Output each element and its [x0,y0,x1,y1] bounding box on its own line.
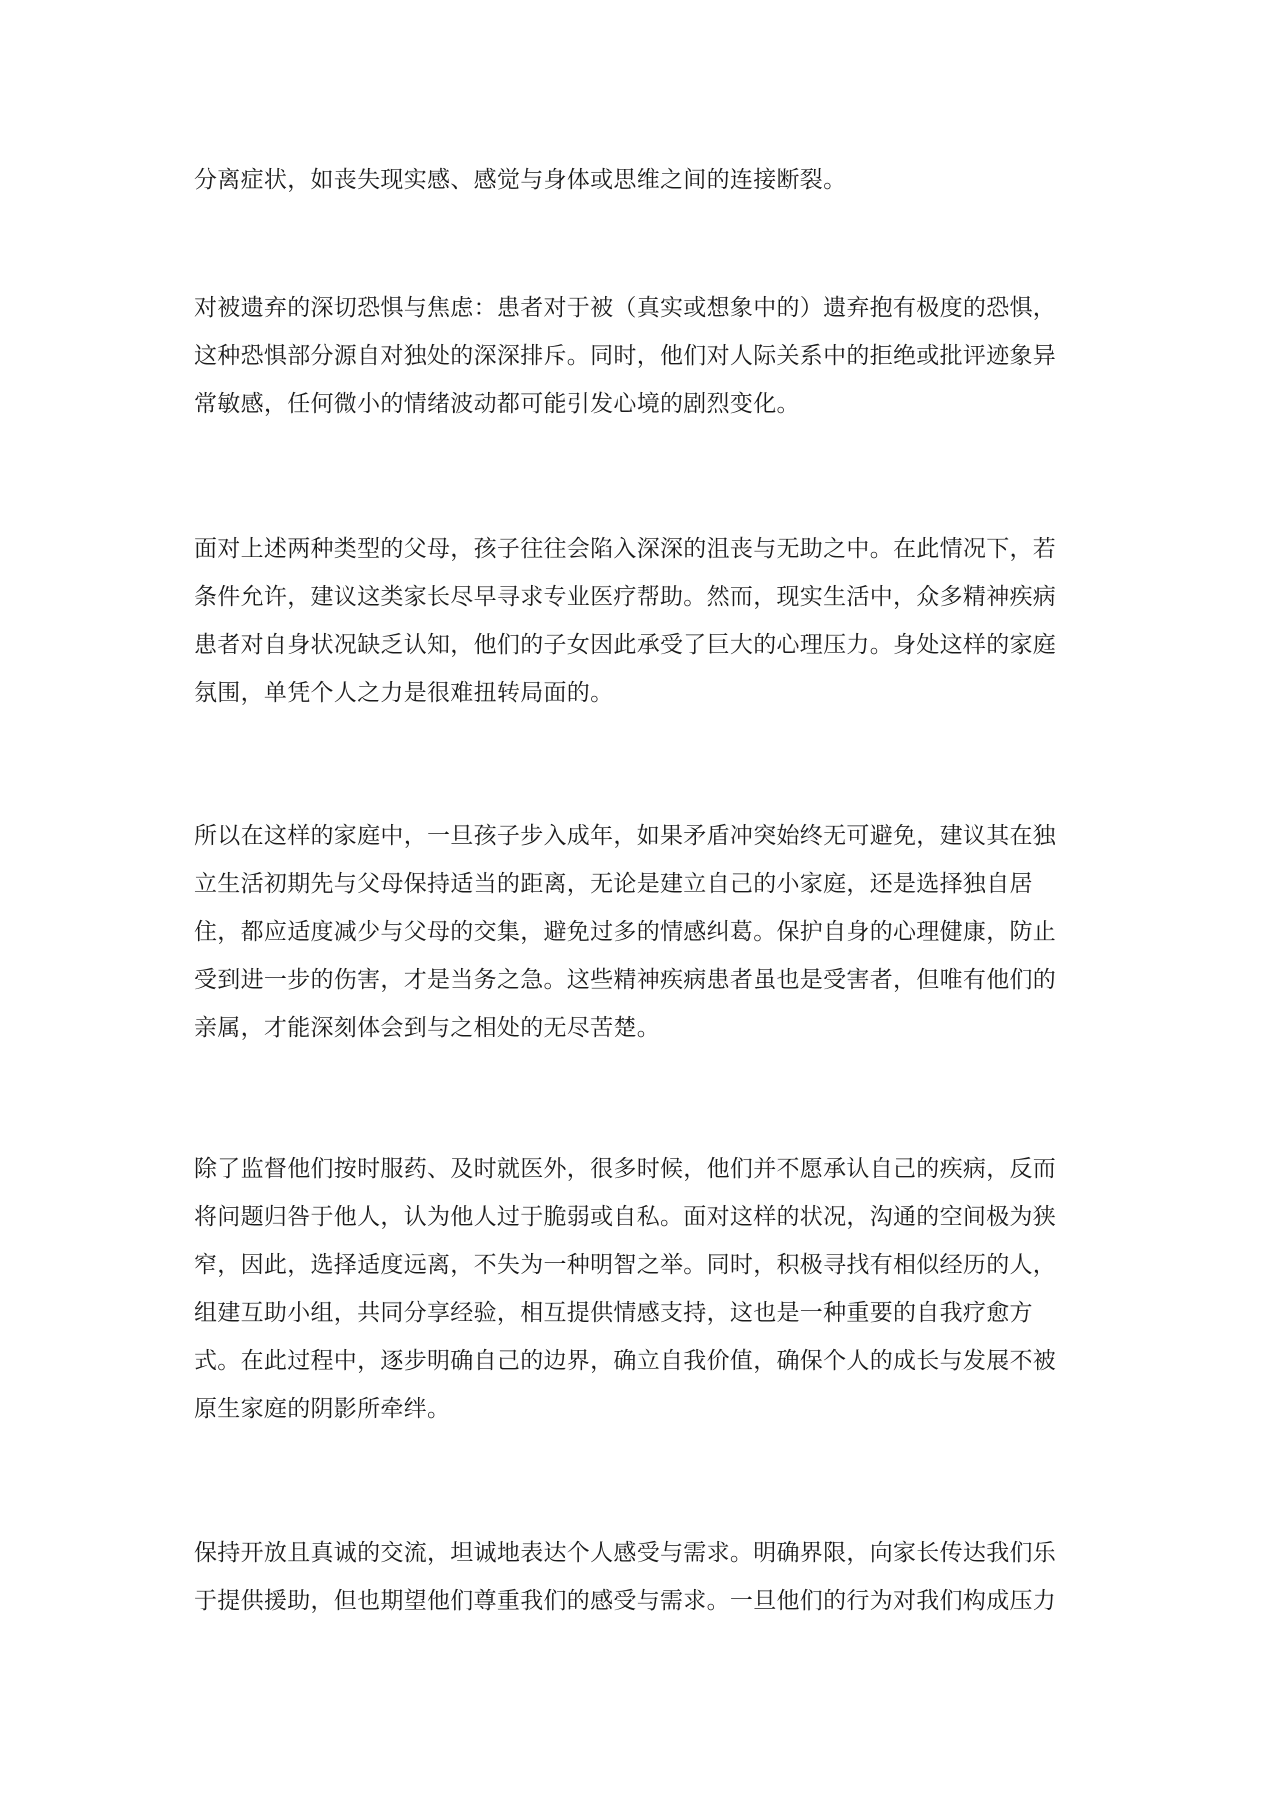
text-line: 患者对自身状况缺乏认知，他们的子女因此承受了巨大的心理压力。身处这样的家庭 [194,632,1057,658]
text-line: 式。在此过程中，逐步明确自己的边界，确立自我价值，确保个人的成长与发展不被 [194,1348,1057,1374]
text-line: 原生家庭的阴影所牵绊。 [194,1396,451,1422]
text-line: 窄，因此，选择适度远离，不失为一种明智之举。同时，积极寻找有相似经历的人， [194,1252,1057,1278]
text-line: 条件允许，建议这类家长尽早寻求专业医疗帮助。然而，现实生活中，众多精神疾病 [194,584,1057,610]
text-line: 受到进一步的伤害，才是当务之急。这些精神疾病患者虽也是受害者，但唯有他们的 [194,967,1057,993]
text-line: 亲属，才能深刻体会到与之相处的无尽苦楚。 [194,1015,660,1041]
text-line: 于提供援助，但也期望他们尊重我们的感受与需求。一旦他们的行为对我们构成压力 [194,1588,1057,1614]
text-line: 分离症状，如丧失现实感、感觉与身体或思维之间的连接断裂。 [194,167,847,193]
text-line: 组建互助小组，共同分享经验，相互提供情感支持，这也是一种重要的自我疗愈方 [194,1300,1033,1326]
text-line: 氛围，单凭个人之力是很难扭转局面的。 [194,680,614,706]
paragraph-keep-distance [194,812,1074,1052]
paragraph-support-group [194,1145,1074,1433]
text-line: 住，都应适度减少与父母的交集，避免过多的情感纠葛。保护自身的心理健康，防止 [194,919,1057,945]
paragraph-open-communication [194,1529,1074,1625]
text-line: 常敏感，任何微小的情绪波动都可能引发心境的剧烈变化。 [194,391,800,417]
text-line: 对被遗弃的深切恐惧与焦虑：患者对于被（真实或想象中的）遗弃抱有极度的恐惧， [194,295,1057,321]
text-line: 面对上述两种类型的父母，孩子往往会陷入深深的沮丧与无助之中。在此情况下，若 [194,536,1057,562]
text-line: 所以在这样的家庭中，一旦孩子步入成年，如果矛盾冲突始终无可避免，建议其在独 [194,823,1057,849]
text-line: 将问题归咎于他人，认为他人过于脆弱或自私。面对这样的状况，沟通的空间极为狭 [194,1204,1057,1230]
text-line: 保持开放且真诚的交流，坦诚地表达个人感受与需求。明确界限，向家长传达我们乐 [194,1540,1057,1566]
paragraph-two-parent-types [194,525,1074,717]
paragraph-abandonment-fear [194,284,1074,428]
text-line: 除了监督他们按时服药、及时就医外，很多时候，他们并不愿承认自己的疾病，反而 [194,1156,1057,1182]
text-line: 立生活初期先与父母保持适当的距离，无论是建立自己的小家庭，还是选择独自居 [194,871,1033,897]
paragraph-dissociation [194,156,1074,204]
text-line: 这种恐惧部分源自对独处的深深排斥。同时，他们对人际关系中的拒绝或批评迹象异 [194,343,1057,369]
